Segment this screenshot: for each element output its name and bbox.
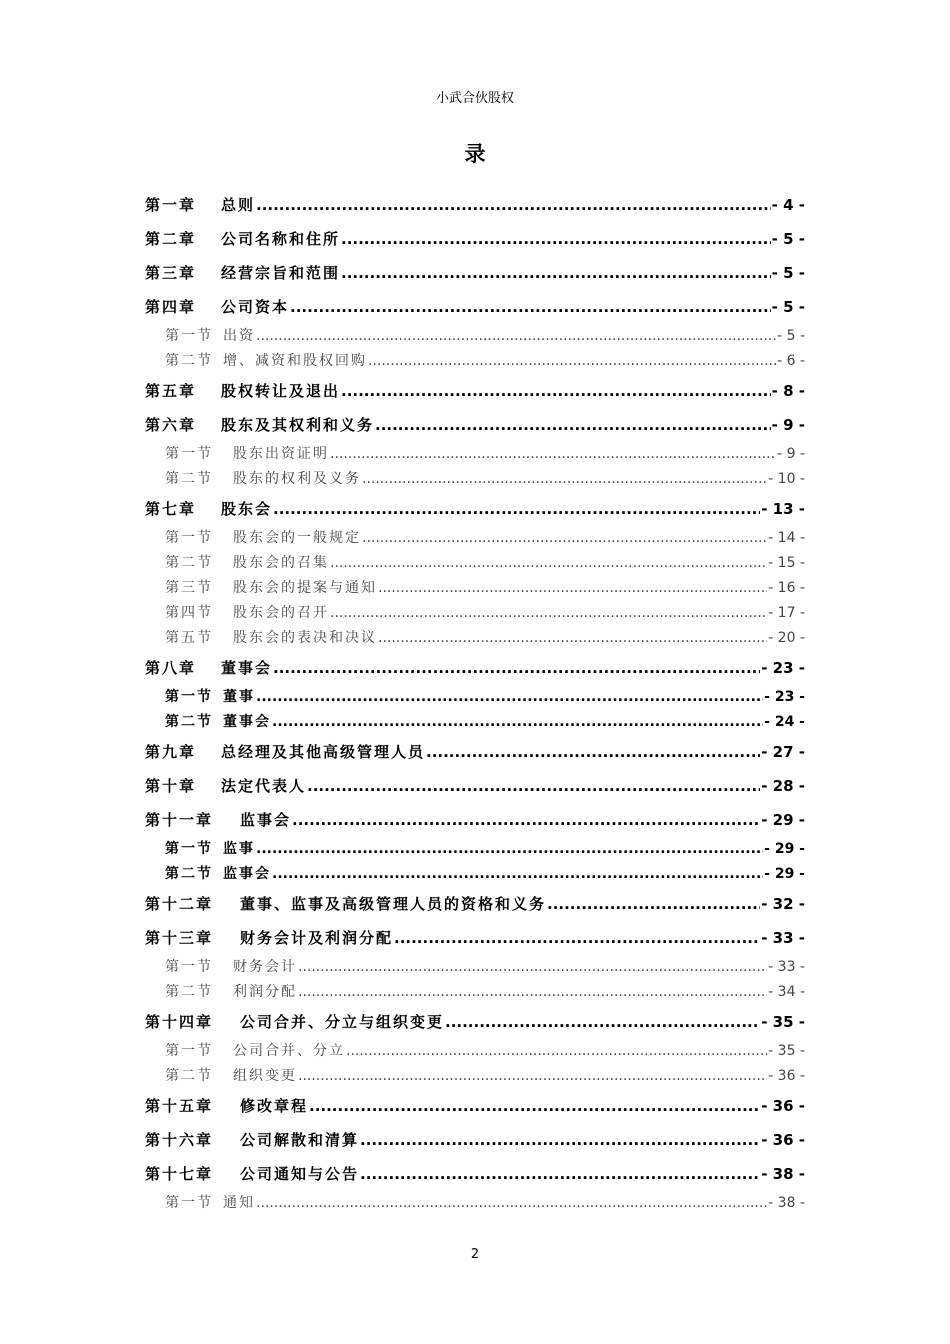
toc-entry-title: 总经理及其他高级管理人员 <box>221 743 426 761</box>
toc-entry-title: 董事会 <box>221 659 273 677</box>
toc-entry-page: - 38 - <box>761 1165 805 1183</box>
toc-dot-leader <box>256 685 763 710</box>
toc-section-entry[interactable] <box>145 955 805 980</box>
toc-chapter-entry[interactable] <box>145 492 805 526</box>
toc-dot-leader <box>298 955 767 980</box>
toc-chapter-entry[interactable] <box>145 1005 805 1039</box>
toc-entry-number: 第一节 <box>165 530 213 546</box>
page-number: 2 <box>470 1247 480 1262</box>
table-of-contents <box>145 188 805 1216</box>
toc-entry-number: 第二节 <box>165 984 213 1000</box>
toc-section-entry[interactable] <box>145 1191 805 1216</box>
toc-dot-leader <box>362 526 767 551</box>
toc-entry-number: 第十章 <box>145 777 197 795</box>
toc-dot-leader <box>445 1005 760 1039</box>
toc-section-entry[interactable] <box>145 626 805 651</box>
toc-entry-page: - 36 - <box>761 1131 805 1149</box>
toc-entry-number: 第五章 <box>145 382 197 400</box>
toc-dot-leader <box>272 710 763 735</box>
toc-entry-number: 第一节 <box>165 1195 213 1211</box>
toc-dot-leader <box>368 349 776 374</box>
toc-entry-page: - 33 - <box>761 929 805 947</box>
toc-dot-leader <box>378 576 767 601</box>
toc-section-entry[interactable] <box>145 601 805 626</box>
toc-entry-page: - 5 - <box>771 230 805 248</box>
toc-entry-title: 监事 <box>223 841 255 857</box>
toc-section-entry[interactable] <box>145 862 805 887</box>
toc-entry-number: 第三章 <box>145 264 197 282</box>
toc-entry-number: 第二节 <box>165 353 213 369</box>
toc-dot-leader <box>547 887 760 921</box>
toc-dot-leader <box>298 1064 767 1089</box>
toc-chapter-entry[interactable] <box>145 1157 805 1191</box>
toc-entry-title: 监事会 <box>223 866 271 882</box>
toc-entry-title: 增、减资和股权回购 <box>223 353 367 369</box>
toc-chapter-entry[interactable] <box>145 256 805 290</box>
toc-entry-title: 修改章程 <box>240 1097 309 1115</box>
toc-entry-page: - 36 - <box>761 1097 805 1115</box>
toc-entry-title: 组织变更 <box>233 1068 297 1084</box>
toc-section-entry[interactable] <box>145 837 805 862</box>
toc-dot-leader <box>360 1123 760 1157</box>
toc-chapter-entry[interactable] <box>145 1123 805 1157</box>
toc-entry-title: 经营宗旨和范围 <box>221 264 341 282</box>
toc-section-entry[interactable] <box>145 685 805 710</box>
toc-entry-title: 法定代表人 <box>221 777 307 795</box>
toc-entry-page: - 33 - <box>768 959 805 975</box>
toc-dot-leader <box>330 551 767 576</box>
toc-entry-title: 公司合并、分立 <box>233 1043 345 1059</box>
toc-entry-number: 第十四章 <box>145 1013 214 1031</box>
toc-entry-title: 公司合并、分立与组织变更 <box>240 1013 445 1031</box>
toc-entry-page: - 9 - <box>771 416 805 434</box>
toc-entry-number: 第十二章 <box>145 895 214 913</box>
toc-chapter-entry[interactable] <box>145 222 805 256</box>
toc-entry-page: - 28 - <box>761 777 805 795</box>
toc-dot-leader <box>360 1157 760 1191</box>
toc-entry-page: - 36 - <box>768 1068 805 1084</box>
toc-entry-number: 第二节 <box>165 714 213 730</box>
toc-section-entry[interactable] <box>145 551 805 576</box>
toc-chapter-entry[interactable] <box>145 769 805 803</box>
toc-entry-number: 第六章 <box>145 416 197 434</box>
toc-entry-page: - 34 - <box>768 984 805 1000</box>
toc-section-entry[interactable] <box>145 1039 805 1064</box>
toc-entry-page: - 9 - <box>777 446 805 462</box>
toc-entry-page: - 16 - <box>768 580 805 596</box>
toc-title: 录 <box>464 142 486 166</box>
toc-dot-leader <box>256 837 763 862</box>
toc-entry-title: 股东会的表决和决议 <box>233 630 377 646</box>
toc-dot-leader <box>330 601 767 626</box>
toc-chapter-entry[interactable] <box>145 887 805 921</box>
toc-entry-page: - 35 - <box>761 1013 805 1031</box>
page-header: 小武合伙股权 <box>435 91 514 106</box>
toc-section-entry[interactable] <box>145 710 805 735</box>
toc-chapter-entry[interactable] <box>145 188 805 222</box>
toc-entry-title: 公司通知与公告 <box>240 1165 360 1183</box>
toc-entry-page: - 24 - <box>764 714 805 730</box>
toc-entry-number: 第一章 <box>145 196 197 214</box>
toc-entry-title: 出资 <box>223 328 255 344</box>
toc-entry-page: - 6 - <box>777 353 805 369</box>
toc-entry-number: 第二节 <box>165 471 213 487</box>
toc-entry-title: 董事 <box>223 689 255 705</box>
toc-dot-leader <box>290 290 771 324</box>
toc-chapter-entry[interactable] <box>145 921 805 955</box>
toc-section-entry[interactable] <box>145 526 805 551</box>
toc-dot-leader <box>307 769 760 803</box>
toc-dot-leader <box>272 862 763 887</box>
toc-entry-page: - 29 - <box>764 866 805 882</box>
toc-chapter-entry[interactable] <box>145 1089 805 1123</box>
toc-entry-number: 第一节 <box>165 328 213 344</box>
toc-entry-page: - 29 - <box>764 841 805 857</box>
toc-entry-number: 第三节 <box>165 580 213 596</box>
toc-entry-page: - 29 - <box>761 811 805 829</box>
toc-dot-leader <box>341 256 771 290</box>
toc-entry-number: 第一节 <box>165 446 213 462</box>
toc-dot-leader <box>256 1191 767 1216</box>
toc-entry-page: - 38 - <box>768 1195 805 1211</box>
toc-dot-leader <box>256 324 776 349</box>
toc-chapter-entry[interactable] <box>145 374 805 408</box>
toc-section-entry[interactable] <box>145 980 805 1005</box>
toc-section-entry[interactable] <box>145 467 805 492</box>
toc-entry-title: 财务会计及利润分配 <box>240 929 394 947</box>
toc-dot-leader <box>273 651 760 685</box>
toc-entry-page: - 23 - <box>761 659 805 677</box>
toc-dot-leader <box>273 492 760 526</box>
toc-entry-number: 第七章 <box>145 500 197 518</box>
toc-entry-number: 第二章 <box>145 230 197 248</box>
toc-entry-page: - 8 - <box>771 382 805 400</box>
toc-entry-number: 第十三章 <box>145 929 214 947</box>
toc-chapter-entry[interactable] <box>145 290 805 324</box>
toc-entry-number: 第二节 <box>165 555 213 571</box>
toc-entry-number: 第十七章 <box>145 1165 214 1183</box>
toc-dot-leader <box>330 442 776 467</box>
toc-entry-number: 第二节 <box>165 1068 213 1084</box>
toc-entry-number: 第十六章 <box>145 1131 214 1149</box>
toc-entry-title: 股东出资证明 <box>233 446 329 462</box>
toc-entry-page: - 10 - <box>768 471 805 487</box>
toc-entry-page: - 35 - <box>768 1043 805 1059</box>
toc-entry-page: - 17 - <box>768 605 805 621</box>
toc-dot-leader <box>375 408 771 442</box>
toc-chapter-entry[interactable] <box>145 408 805 442</box>
toc-entry-title: 财务会计 <box>233 959 297 975</box>
toc-entry-page: - 13 - <box>761 500 805 518</box>
toc-entry-title: 公司名称和住所 <box>221 230 341 248</box>
toc-entry-page: - 32 - <box>761 895 805 913</box>
toc-entry-page: - 15 - <box>768 555 805 571</box>
toc-entry-number: 第四章 <box>145 298 197 316</box>
toc-entry-title: 股东会 <box>221 500 273 518</box>
toc-entry-number: 第一节 <box>165 841 213 857</box>
toc-entry-title: 股权转让及退出 <box>221 382 341 400</box>
toc-section-entry[interactable] <box>145 349 805 374</box>
toc-section-entry[interactable] <box>145 442 805 467</box>
toc-entry-title: 股东的权利及义务 <box>233 471 361 487</box>
toc-entry-title: 股东会的提案与通知 <box>233 580 377 596</box>
toc-entry-number: 第一节 <box>165 689 213 705</box>
toc-entry-page: - 14 - <box>768 530 805 546</box>
toc-dot-leader <box>341 374 771 408</box>
toc-entry-title: 通知 <box>223 1195 255 1211</box>
toc-section-entry[interactable] <box>145 1064 805 1089</box>
toc-dot-leader <box>256 188 771 222</box>
toc-entry-number: 第十一章 <box>145 811 214 829</box>
toc-entry-number: 第五节 <box>165 630 213 646</box>
toc-entry-title: 公司资本 <box>221 298 290 316</box>
toc-entry-title: 股东会的一般规定 <box>233 530 361 546</box>
toc-entry-title: 股东会的召集 <box>233 555 329 571</box>
toc-dot-leader <box>346 1039 767 1064</box>
toc-dot-leader <box>362 467 767 492</box>
toc-entry-title: 总则 <box>221 196 256 214</box>
toc-entry-page: - 5 - <box>777 328 805 344</box>
toc-entry-number: 第四节 <box>165 605 213 621</box>
toc-entry-title: 董事会 <box>223 714 271 730</box>
toc-dot-leader <box>394 921 760 955</box>
toc-entry-title: 公司解散和清算 <box>240 1131 360 1149</box>
toc-dot-leader <box>426 735 760 769</box>
toc-dot-leader <box>309 1089 760 1123</box>
toc-dot-leader <box>298 980 767 1005</box>
toc-entry-page: - 20 - <box>768 630 805 646</box>
toc-entry-number: 第九章 <box>145 743 197 761</box>
toc-entry-number: 第十五章 <box>145 1097 214 1115</box>
toc-chapter-entry[interactable] <box>145 651 805 685</box>
toc-entry-number: 第一节 <box>165 959 213 975</box>
toc-entry-title: 监事会 <box>240 811 292 829</box>
toc-dot-leader <box>341 222 771 256</box>
toc-entry-number: 第八章 <box>145 659 197 677</box>
toc-chapter-entry[interactable] <box>145 803 805 837</box>
toc-dot-leader <box>292 803 760 837</box>
toc-entry-page: - 23 - <box>764 689 805 705</box>
toc-entry-title: 股东会的召开 <box>233 605 329 621</box>
toc-section-entry[interactable] <box>145 576 805 601</box>
toc-entry-page: - 5 - <box>771 298 805 316</box>
toc-entry-title: 利润分配 <box>233 984 297 1000</box>
toc-entry-page: - 4 - <box>771 196 805 214</box>
toc-entry-page: - 27 - <box>761 743 805 761</box>
toc-dot-leader <box>378 626 767 651</box>
toc-entry-number: 第一节 <box>165 1043 213 1059</box>
toc-entry-page: - 5 - <box>771 264 805 282</box>
toc-section-entry[interactable] <box>145 324 805 349</box>
toc-chapter-entry[interactable] <box>145 735 805 769</box>
toc-entry-title: 股东及其权利和义务 <box>221 416 375 434</box>
toc-entry-title: 董事、监事及高级管理人员的资格和义务 <box>240 895 547 913</box>
toc-entry-number: 第二节 <box>165 866 213 882</box>
